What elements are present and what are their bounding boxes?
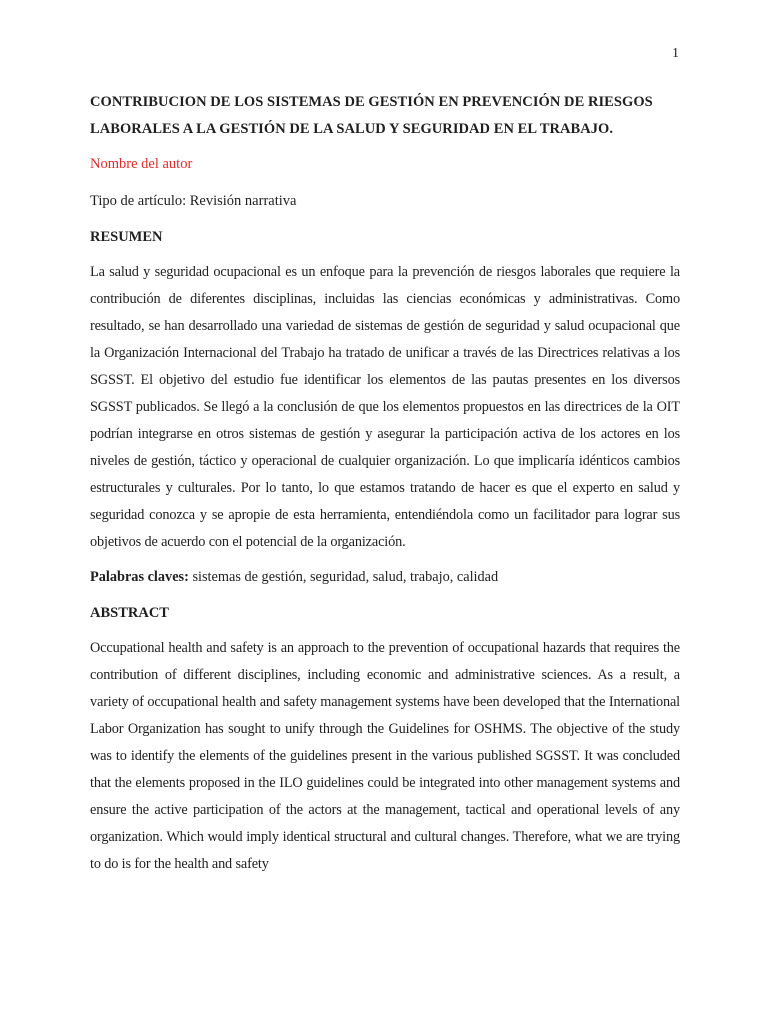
author-name: Nombre del autor bbox=[90, 156, 193, 172]
article-title: CONTRIBUCION DE LOS SISTEMAS DE GESTIÓN EN PREVENCIÓN DE RIESGOS LABORALES A LA GESTIÓN DE LA SALUD Y SEGURIDAD EN EL TRABAJO. bbox=[90, 94, 653, 137]
resumen-heading: RESUMEN bbox=[90, 229, 163, 245]
keywords-text: sistemas de gestión, seguridad, salud, trabajo, calidad bbox=[192, 569, 499, 585]
abstract-heading: ABSTRACT bbox=[90, 605, 169, 621]
abstract-paragraph: Occupational health and safety is an approach to the prevention of occupational hazards that requires the contribution of different disciplines, including economic and administrative sciences. As a result, a variety of occupational health and safety management systems have been developed that the International Labor Organization has sought to unify through the Guidelines for OSHMS. The objective of the study was to identify the elements of the guidelines present in the various published SGSST. It was concluded that the elements proposed in the ILO guidelines could be integrated into other management systems and ensure the active participation of the actors at the management, tactical and operational levels of any organization. Which would imply identical structural and cultural changes. Therefore, what we are trying to do is for the health and safety bbox=[90, 640, 680, 872]
page-number: 1 bbox=[672, 46, 679, 61]
article-type: Tipo de artículo: Revisión narrativa bbox=[90, 193, 297, 209]
keywords-line bbox=[90, 567, 680, 587]
document-body bbox=[90, 89, 680, 878]
keywords-label: Palabras claves: bbox=[90, 569, 189, 585]
resumen-paragraph: La salud y seguridad ocupacional es un enfoque para la prevención de riesgos laborales que requiere la contribución de diferentes disciplinas, incluidas las ciencias económicas y administrativas. Como resultado, se han desarrollado una variedad de sistemas de gestión de seguridad y salud ocupacional que la Organización Internacional del Trabajo ha tratado de unificar a través de las Directrices relativas a los SGSST. El objetivo del estudio fue identificar los elementos de las pautas presentes en los diversos SGSST publicados. Se llegó a la conclusión de que los elementos propuestos en las directrices de la OIT podrían integrarse en otros sistemas de gestión y asegurar la participación activa de los actores en los niveles de gestión, táctico y operacional de cualquier organización. Lo que implicaría idénticos cambios estructurales y culturales. Por lo tanto, lo que estamos tratando de hacer es que el experto en salud y seguridad conozca y se apropie de esta herramienta, entendiéndola como un facilitador para lograr sus objetivos de acuerdo con el potencial de la organización. bbox=[90, 264, 680, 550]
